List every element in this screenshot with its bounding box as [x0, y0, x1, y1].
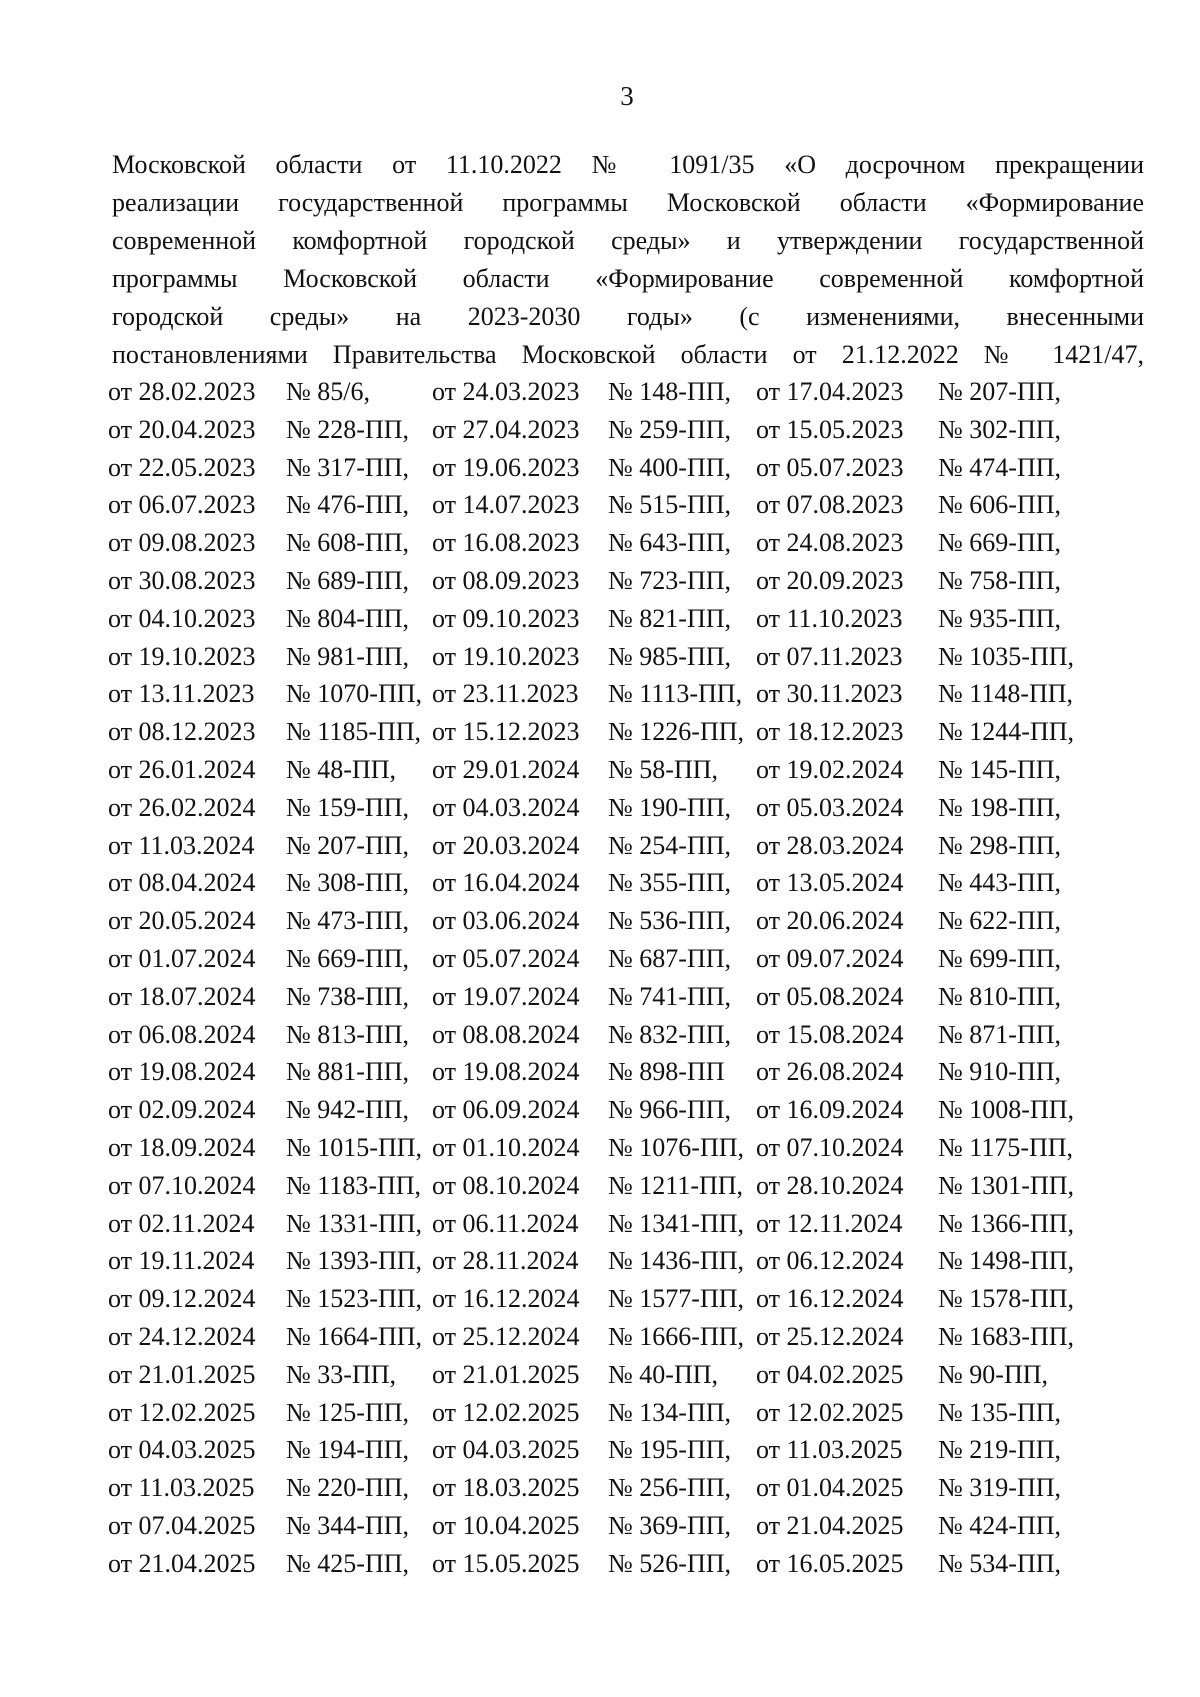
decree-date: от 06.08.2024 — [108, 1019, 256, 1049]
decree-number: № 935-ПП, — [938, 603, 1062, 633]
decree-number: № 159-ПП, — [286, 792, 410, 822]
decree-number: № 425-ПП, — [286, 1548, 410, 1578]
decree-date: от 19.11.2024 — [108, 1246, 255, 1276]
intro-line: реализации государственной программы Московской области «Формирование — [112, 188, 1144, 217]
decree-number: № 302-ПП, — [938, 414, 1062, 444]
decree-row — [108, 940, 1148, 978]
decree-number: № 1683-ПП, — [938, 1321, 1075, 1351]
decree-number: № 190-ПП, — [608, 792, 732, 822]
decree-date: от 07.04.2025 — [108, 1510, 256, 1540]
intro-line: городской среды» на 2023-2030 годы» (с изменениями, внесенными — [112, 302, 1144, 331]
decree-date: от 11.03.2025 — [108, 1473, 255, 1503]
decree-row — [108, 1205, 1148, 1243]
decree-number: № 1498-ПП, — [938, 1246, 1075, 1276]
decree-number: № 1211-ПП, — [608, 1170, 744, 1200]
decree-row — [108, 827, 1148, 865]
decree-number: № 966-ПП, — [608, 1095, 732, 1125]
decree-date: от 26.08.2024 — [756, 1057, 904, 1087]
decree-number: № 910-ПП, — [938, 1057, 1062, 1087]
decree-row — [108, 1545, 1148, 1583]
decree-number: № 1393-ПП, — [286, 1246, 423, 1276]
decree-row — [108, 638, 1148, 676]
decree-date: от 19.08.2024 — [432, 1057, 580, 1087]
decree-row — [108, 1507, 1148, 1545]
decree-number: № 474-ПП, — [938, 452, 1062, 482]
decree-date: от 17.04.2023 — [756, 377, 904, 406]
decree-date: от 05.08.2024 — [756, 981, 904, 1011]
decree-number: № 33-ПП, — [286, 1359, 397, 1389]
decree-number: № 1076-ПП, — [608, 1132, 745, 1162]
decree-row — [108, 902, 1148, 940]
decree-number: № 298-ПП, — [938, 830, 1062, 860]
decree-date: от 26.02.2024 — [108, 792, 256, 822]
decree-number: № 228-ПП, — [286, 414, 410, 444]
decree-row — [108, 373, 1148, 411]
decree-date: от 19.02.2024 — [756, 754, 904, 784]
decree-date: от 12.02.2025 — [432, 1397, 580, 1427]
decree-date: от 21.01.2025 — [432, 1359, 580, 1389]
decree-date: от 21.01.2025 — [108, 1359, 256, 1389]
page-number: 3 — [620, 81, 634, 111]
decree-number: № 1185-ПП, — [286, 717, 422, 747]
decree-number: № 424-ПП, — [938, 1510, 1062, 1540]
decree-date: от 05.07.2024 — [432, 943, 580, 973]
decree-date: от 20.09.2023 — [756, 565, 904, 595]
decree-number: № 219-ПП, — [938, 1435, 1062, 1465]
decree-date: от 26.01.2024 — [108, 754, 256, 784]
decree-date: от 09.08.2023 — [108, 528, 256, 558]
decree-row — [108, 1053, 1148, 1091]
decree-number: № 198-ПП, — [938, 792, 1062, 822]
decree-date: от 01.07.2024 — [108, 943, 256, 973]
decree-date: от 15.12.2023 — [432, 717, 580, 747]
decree-number: № 1148-ПП, — [938, 679, 1074, 709]
decree-number: № 1226-ПП, — [608, 717, 745, 747]
decree-row — [108, 1318, 1148, 1356]
decree-date: от 04.03.2025 — [108, 1435, 256, 1465]
decree-date: от 04.03.2025 — [432, 1435, 580, 1465]
decree-number: № 821-ПП, — [608, 603, 732, 633]
decree-row — [108, 1280, 1148, 1318]
decree-row — [108, 1431, 1148, 1469]
decree-date: от 20.05.2024 — [108, 906, 256, 936]
decree-number: № 606-ПП, — [938, 490, 1062, 520]
decree-date: от 07.11.2023 — [756, 641, 903, 671]
decree-date: от 27.04.2023 — [432, 414, 580, 444]
decree-date: от 03.06.2024 — [432, 906, 580, 936]
decree-date: от 12.02.2025 — [756, 1397, 904, 1427]
decree-date: от 16.08.2023 — [432, 528, 580, 558]
decree-number: № 40-ПП, — [608, 1359, 719, 1389]
decree-date: от 07.10.2024 — [108, 1170, 256, 1200]
intro-paragraph — [112, 146, 1144, 374]
decree-number: № 145-ПП, — [938, 754, 1062, 784]
decree-number: № 317-ПП, — [286, 452, 410, 482]
decree-date: от 08.10.2024 — [432, 1170, 580, 1200]
decree-date: от 24.12.2024 — [108, 1321, 256, 1351]
decree-row — [108, 411, 1148, 449]
decree-number: № 1175-ПП, — [938, 1132, 1074, 1162]
decree-number: № 758-ПП, — [938, 565, 1062, 595]
decree-number: № 515-ПП, — [608, 490, 732, 520]
decree-date: от 24.08.2023 — [756, 528, 904, 558]
decree-number: № 687-ПП, — [608, 943, 732, 973]
decree-date: от 12.02.2025 — [108, 1397, 256, 1427]
decree-number: № 738-ПП, — [286, 981, 410, 1011]
decree-number: № 810-ПП, — [938, 981, 1062, 1011]
decree-number: № 832-ПП, — [608, 1019, 732, 1049]
decree-row — [108, 1469, 1148, 1507]
decree-number: № 194-ПП, — [286, 1435, 410, 1465]
decree-row — [108, 1129, 1148, 1167]
decree-row — [108, 864, 1148, 902]
decree-date: от 01.10.2024 — [432, 1132, 580, 1162]
decree-date: от 19.06.2023 — [432, 452, 580, 482]
decree-number: № 1577-ПП, — [608, 1284, 745, 1314]
decree-number: № 369-ПП, — [608, 1510, 732, 1540]
decree-number: № 207-ПП, — [938, 377, 1062, 406]
decree-number: № 443-ПП, — [938, 868, 1062, 898]
intro-line: Московской области от 11.10.2022 № 1091/35 «О досрочном прекращении — [112, 150, 1144, 179]
decree-date: от 22.05.2023 — [108, 452, 256, 482]
decree-number: № 308-ПП, — [286, 868, 410, 898]
decree-number: № 135-ПП, — [938, 1397, 1062, 1427]
decree-number: № 344-ПП, — [286, 1510, 410, 1540]
decree-date: от 20.03.2024 — [432, 830, 580, 860]
decree-date: от 08.08.2024 — [432, 1019, 580, 1049]
decree-date: от 16.05.2025 — [756, 1548, 904, 1578]
intro-line: постановлениями Правительства Московской области от 21.12.2022 № 1421/47, — [112, 340, 1144, 369]
decree-number: № 1015-ПП, — [286, 1132, 423, 1162]
decree-number: № 534-ПП, — [938, 1548, 1062, 1578]
decree-number: № 1301-ПП, — [938, 1170, 1075, 1200]
decree-row — [108, 789, 1148, 827]
decree-number: № 254-ПП, — [608, 830, 732, 860]
decree-row — [108, 449, 1148, 487]
decree-date: от 28.03.2024 — [756, 830, 904, 860]
decree-date: от 11.03.2024 — [108, 830, 255, 860]
decree-date: от 05.03.2024 — [756, 792, 904, 822]
decree-row — [108, 562, 1148, 600]
decree-number: № 1341-ПП, — [608, 1208, 745, 1238]
decree-number: № 1113-ПП, — [608, 679, 743, 709]
decree-number: № 1666-ПП, — [608, 1321, 745, 1351]
decree-number: № 220-ПП, — [286, 1473, 410, 1503]
decree-date: от 08.04.2024 — [108, 868, 256, 898]
decree-number: № 669-ПП, — [286, 943, 410, 973]
decree-date: от 18.07.2024 — [108, 981, 256, 1011]
decree-number: № 723-ПП, — [608, 565, 732, 595]
decree-number: № 1331-ПП, — [286, 1208, 423, 1238]
decree-number: № 1578-ПП, — [938, 1284, 1075, 1314]
decree-list — [108, 373, 1148, 1583]
decree-date: от 13.11.2023 — [108, 679, 255, 709]
decree-number: № 741-ПП, — [608, 981, 732, 1011]
decree-number: № 125-ПП, — [286, 1397, 410, 1427]
decree-row — [108, 1091, 1148, 1129]
decree-date: от 16.12.2024 — [756, 1284, 904, 1314]
decree-date: от 11.03.2025 — [756, 1435, 903, 1465]
decree-date: от 21.04.2025 — [108, 1548, 256, 1578]
decree-number: № 871-ПП, — [938, 1019, 1062, 1049]
decree-number: № 85/6, — [286, 377, 371, 406]
decree-date: от 30.11.2023 — [756, 679, 903, 709]
decree-date: от 16.09.2024 — [756, 1095, 904, 1125]
decree-number: № 256-ПП, — [608, 1473, 732, 1503]
decree-row — [108, 524, 1148, 562]
decree-date: от 19.10.2023 — [432, 641, 580, 671]
decree-number: № 134-ПП, — [608, 1397, 732, 1427]
decree-date: от 04.02.2025 — [756, 1359, 904, 1389]
decree-number: № 985-ПП, — [608, 641, 732, 671]
decree-row — [108, 1356, 1148, 1394]
decree-date: от 20.04.2023 — [108, 414, 256, 444]
decree-row — [108, 600, 1148, 638]
decree-number: № 526-ПП, — [608, 1548, 732, 1578]
decree-number: № 1035-ПП, — [938, 641, 1075, 671]
decree-row — [108, 978, 1148, 1016]
decree-date: от 10.04.2025 — [432, 1510, 580, 1540]
decree-date: от 28.11.2024 — [432, 1246, 579, 1276]
decree-date: от 15.08.2024 — [756, 1019, 904, 1049]
decree-date: от 19.07.2024 — [432, 981, 580, 1011]
decree-date: от 25.12.2024 — [432, 1321, 580, 1351]
decree-number: № 259-ПП, — [608, 414, 732, 444]
decree-number: № 881-ПП, — [286, 1057, 410, 1087]
decree-number: № 669-ПП, — [938, 528, 1062, 558]
intro-line: современной комфортной городской среды» и утверждении государственной — [112, 226, 1144, 255]
decree-number: № 804-ПП, — [286, 603, 410, 633]
decree-date: от 29.01.2024 — [432, 754, 580, 784]
decree-number: № 207-ПП, — [286, 830, 410, 860]
decree-date: от 28.10.2024 — [756, 1170, 904, 1200]
decree-date: от 16.12.2024 — [432, 1284, 580, 1314]
decree-row — [108, 1394, 1148, 1432]
intro-line: программы Московской области «Формирование современной комфортной — [112, 264, 1144, 293]
decree-date: от 16.04.2024 — [432, 868, 580, 898]
decree-date: от 04.03.2024 — [432, 792, 580, 822]
decree-row — [108, 713, 1148, 751]
decree-number: № 813-ПП, — [286, 1019, 410, 1049]
decree-date: от 06.11.2024 — [432, 1208, 579, 1238]
decree-row — [108, 1242, 1148, 1280]
decree-date: от 01.04.2025 — [756, 1473, 904, 1503]
decree-date: от 15.05.2025 — [432, 1548, 580, 1578]
decree-number: № 148-ПП, — [608, 377, 732, 406]
decree-number: № 1070-ПП, — [286, 679, 423, 709]
decree-number: № 942-ПП, — [286, 1095, 410, 1125]
decree-number: № 1366-ПП, — [938, 1208, 1075, 1238]
decree-number: № 689-ПП, — [286, 565, 410, 595]
decree-date: от 24.03.2023 — [432, 377, 580, 406]
decree-number: № 608-ПП, — [286, 528, 410, 558]
decree-number: № 898-ПП — [608, 1057, 725, 1087]
decree-date: от 04.10.2023 — [108, 603, 256, 633]
decree-date: от 06.09.2024 — [432, 1095, 580, 1125]
decree-number: № 476-ПП, — [286, 490, 410, 520]
decree-number: № 699-ПП, — [938, 943, 1062, 973]
decree-number: № 400-ПП, — [608, 452, 732, 482]
decree-date: от 30.08.2023 — [108, 565, 256, 595]
decree-date: от 13.05.2024 — [756, 868, 904, 898]
decree-date: от 08.09.2023 — [432, 565, 580, 595]
decree-date: от 11.10.2023 — [756, 603, 903, 633]
decree-date: от 02.11.2024 — [108, 1208, 255, 1238]
decree-number: № 1244-ПП, — [938, 717, 1075, 747]
decree-number: № 319-ПП, — [938, 1473, 1062, 1503]
decree-date: от 06.07.2023 — [108, 490, 256, 520]
decree-row — [108, 1016, 1148, 1054]
decree-number: № 1183-ПП, — [286, 1170, 422, 1200]
decree-date: от 15.05.2023 — [756, 414, 904, 444]
decree-date: от 09.07.2024 — [756, 943, 904, 973]
decree-number: № 195-ПП, — [608, 1435, 732, 1465]
decree-date: от 25.12.2024 — [756, 1321, 904, 1351]
decree-number: № 58-ПП, — [608, 754, 719, 784]
decree-row — [108, 486, 1148, 524]
decree-number: № 90-ПП, — [938, 1359, 1049, 1389]
decree-date: от 12.11.2024 — [756, 1208, 903, 1238]
decree-date: от 05.07.2023 — [756, 452, 904, 482]
decree-row — [108, 751, 1148, 789]
decree-number: № 643-ПП, — [608, 528, 732, 558]
decree-number: № 536-ПП, — [608, 906, 732, 936]
decree-date: от 21.04.2025 — [756, 1510, 904, 1540]
decree-date: от 20.06.2024 — [756, 906, 904, 936]
decree-date: от 19.10.2023 — [108, 641, 256, 671]
decree-number: № 1523-ПП, — [286, 1284, 423, 1314]
decree-number: № 1436-ПП, — [608, 1246, 745, 1276]
decree-number: № 48-ПП, — [286, 754, 397, 784]
decree-date: от 07.08.2023 — [756, 490, 904, 520]
decree-number: № 1008-ПП, — [938, 1095, 1075, 1125]
decree-number: № 622-ПП, — [938, 906, 1062, 936]
decree-number: № 981-ПП, — [286, 641, 410, 671]
decree-row — [108, 1167, 1148, 1205]
decree-row — [108, 675, 1148, 713]
decree-date: от 19.08.2024 — [108, 1057, 256, 1087]
decree-date: от 09.10.2023 — [432, 603, 580, 633]
decree-date: от 18.09.2024 — [108, 1132, 256, 1162]
decree-date: от 14.07.2023 — [432, 490, 580, 520]
decree-date: от 08.12.2023 — [108, 717, 256, 747]
decree-date: от 28.02.2023 — [108, 377, 256, 406]
decree-number: № 1664-ПП, — [286, 1321, 423, 1351]
decree-date: от 18.12.2023 — [756, 717, 904, 747]
decree-number: № 473-ПП, — [286, 906, 410, 936]
decree-date: от 02.09.2024 — [108, 1095, 256, 1125]
decree-date: от 09.12.2024 — [108, 1284, 256, 1314]
decree-number: № 355-ПП, — [608, 868, 732, 898]
decree-date: от 06.12.2024 — [756, 1246, 904, 1276]
decree-date: от 23.11.2023 — [432, 679, 579, 709]
decree-date: от 07.10.2024 — [756, 1132, 904, 1162]
decree-date: от 18.03.2025 — [432, 1473, 580, 1503]
